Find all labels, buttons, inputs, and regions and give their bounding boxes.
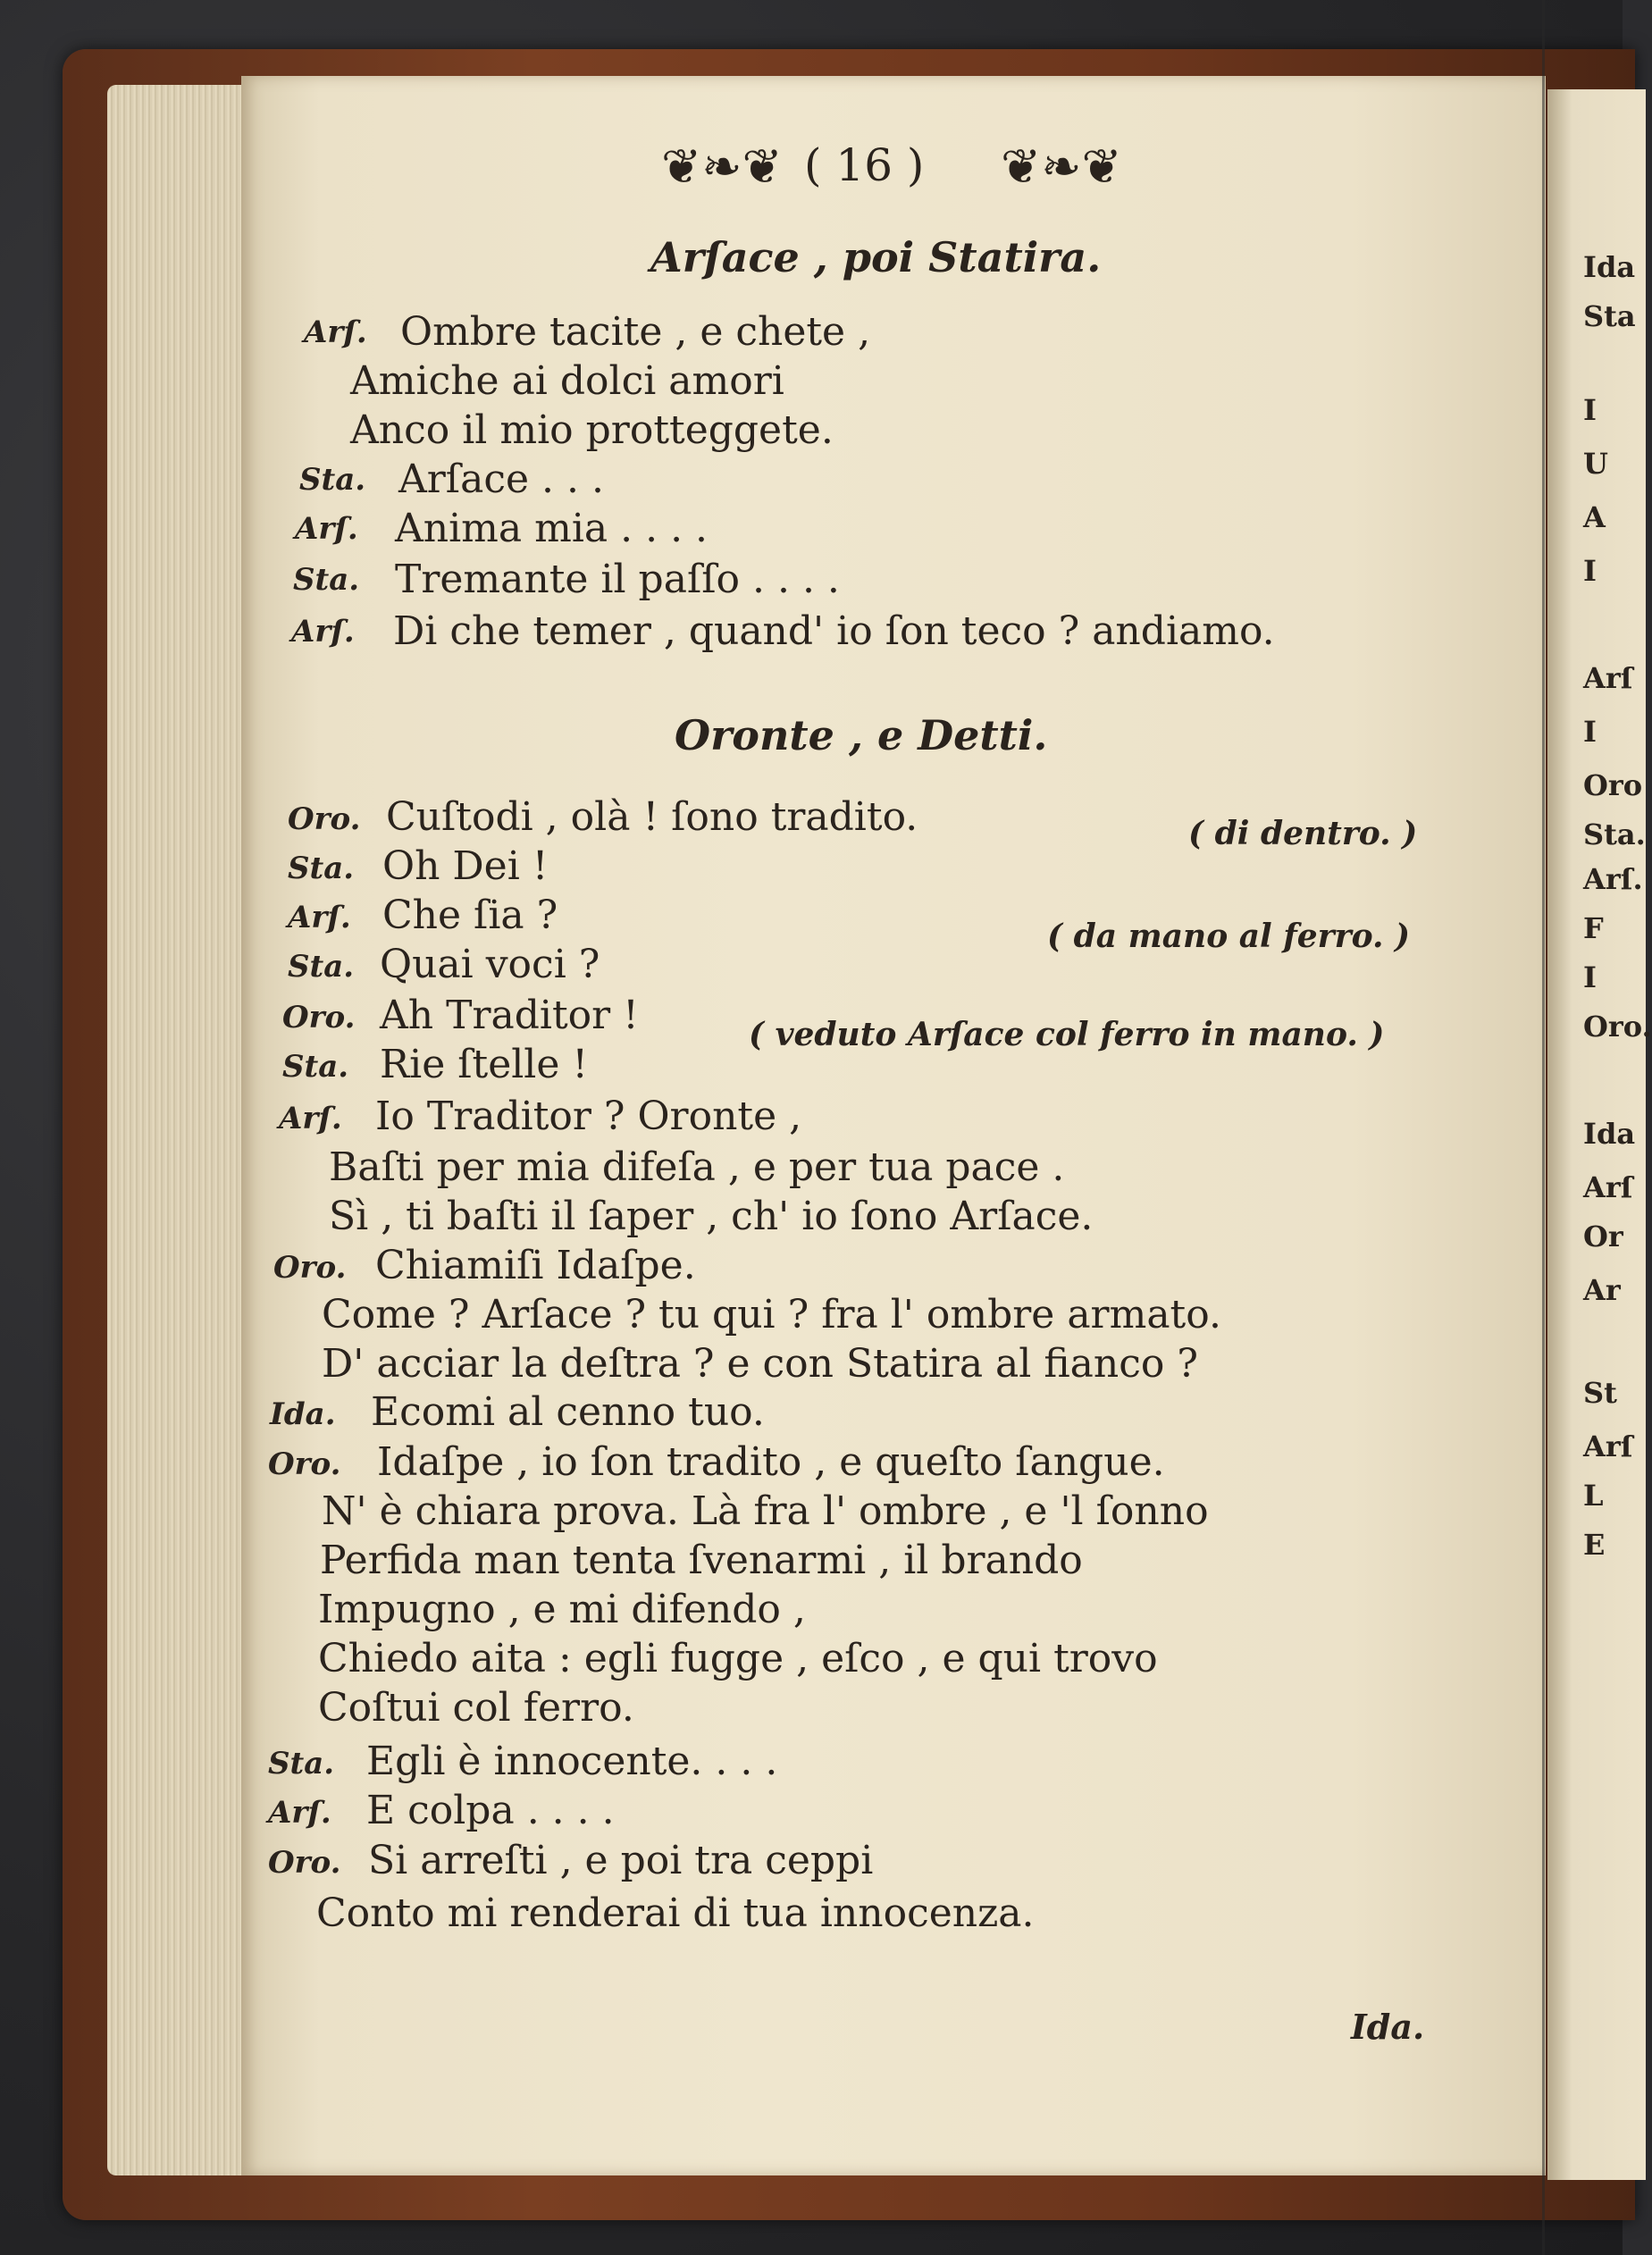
speaker-label: Oro. <box>268 1845 341 1881</box>
verse-line: E colpa . . . . <box>366 1788 615 1833</box>
speaker-label: Sta. <box>282 1049 349 1085</box>
facing-fragment: Ar <box>1583 1273 1621 1307</box>
verse-line: Sì , ti baſti il ſaper , ch' io ſono Arſace. <box>329 1194 1094 1239</box>
facing-fragment: I <box>1583 715 1597 749</box>
facing-fragment: I <box>1583 393 1597 427</box>
stage-direction: ( di dentro. ) <box>1188 815 1418 852</box>
verse-line: Io Traditor ? Oronte , <box>375 1094 802 1139</box>
speaker-label: Arſ. <box>295 511 358 547</box>
speaker-label: Sta. <box>268 1746 335 1781</box>
verse-line: Che ſia ? <box>382 893 558 938</box>
speaker-label: Arſ. <box>288 900 351 935</box>
verse-line: Cuſtodi , olà ! ſono tradito. <box>386 794 918 840</box>
speaker-label: Sta. <box>299 462 366 498</box>
verse-line: Chiedo aita : egli fugge , eſco , e qui trovo <box>318 1636 1158 1681</box>
verse-line: Conto mi renderai di tua innocenza. <box>316 1890 1035 1936</box>
facing-fragment: Sta. <box>1583 817 1646 851</box>
verse-line: Idaſpe , io ſon tradito , e queſto ſangue. <box>377 1439 1165 1485</box>
scene-heading: Arſace , poi Statira. <box>650 233 1102 281</box>
verse-line: Anco il mio protteggete. <box>350 407 834 453</box>
speaker-label: Oro. <box>268 1446 341 1482</box>
speaker-label: Oro. <box>288 801 361 837</box>
facing-fragment: Arſ. <box>1583 862 1643 896</box>
verse-line: Ecomi al cenno tuo. <box>371 1389 765 1435</box>
facing-fragment: U <box>1583 447 1608 481</box>
page-number: ( 16 ) <box>804 139 925 191</box>
speaker-label: Sta. <box>288 851 355 886</box>
facing-fragment: Oro. <box>1583 1010 1652 1044</box>
catchword: Ida. <box>1351 2007 1425 2047</box>
speaker-label: Arſ. <box>279 1101 342 1136</box>
verse-line: Impugno , e mi difendo , <box>318 1587 806 1632</box>
verse-line: Baſti per mia difeſa , e per tua pace . <box>329 1144 1065 1190</box>
facing-fragment: F <box>1583 911 1604 945</box>
speaker-label: Sta. <box>293 562 360 598</box>
facing-fragment: I <box>1583 554 1597 588</box>
verse-line: Coſtui col ferro. <box>318 1685 634 1731</box>
speaker-label: Oro. <box>273 1250 347 1286</box>
speaker-label: Sta. <box>288 949 355 985</box>
verse-line: Quai voci ? <box>380 942 600 987</box>
verse-line: Egli è innocente. . . . <box>366 1739 778 1784</box>
facing-fragment: I <box>1583 960 1597 994</box>
ornament-right: ❦❧❦ <box>1001 138 1122 195</box>
scene-heading: Oronte , e Detti. <box>675 711 1048 759</box>
verse-line: Ah Traditor ! <box>380 993 639 1038</box>
verse-line: Ombre tacite , e chete , <box>400 309 871 355</box>
facing-fragment: Arſ <box>1583 1170 1633 1204</box>
speaker-label: Arſ. <box>304 314 367 350</box>
speaker-label: Arſ. <box>268 1795 331 1831</box>
verse-line: Perfida man tenta ſvenarmi , il brando <box>320 1538 1083 1583</box>
verse-line: Chiamiſi Idaſpe. <box>375 1243 696 1288</box>
facing-fragment: Ida <box>1583 1117 1636 1151</box>
verse-line: Oh Dei ! <box>382 843 549 889</box>
verse-line: Anima mia . . . . <box>395 506 709 551</box>
facing-fragment: A <box>1583 500 1606 534</box>
facing-fragment: E <box>1583 1528 1606 1562</box>
facing-fragment: Ida <box>1583 250 1636 284</box>
facing-fragment: Arſ <box>1583 661 1633 695</box>
scan-divider <box>1542 0 1545 2255</box>
facing-fragment: Or <box>1583 1220 1623 1253</box>
verse-line: Amiche ai dolci amori <box>350 358 784 404</box>
page-edges <box>107 85 250 2175</box>
verse-line: Arſace . . . <box>398 457 604 502</box>
facing-fragment: Arſ <box>1583 1429 1633 1463</box>
speaker-label: Oro. <box>282 1000 356 1035</box>
verse-line: D' acciar la deſtra ? e con Statira al fianco ? <box>322 1341 1198 1387</box>
stage-direction: ( da mano al ferro. ) <box>1047 918 1411 955</box>
speaker-label: Ida. <box>270 1396 336 1432</box>
verse-line: Di che temer , quand' io ſon teco ? andiamo. <box>393 608 1275 654</box>
verse-line: Tremante il paſſo . . . . <box>395 557 840 602</box>
verse-line: Si arreſti , e poi tra ceppi <box>368 1838 874 1883</box>
stage-direction: ( veduto Arſace col ferro in mano. ) <box>749 1016 1385 1053</box>
speaker-label: Arſ. <box>291 614 355 650</box>
facing-fragment: L <box>1583 1479 1604 1513</box>
verse-line: Rie ſtelle ! <box>380 1042 589 1087</box>
verse-line: Come ? Arſace ? tu qui ? fra l' ombre armato. <box>322 1292 1221 1337</box>
facing-fragment: Oro <box>1583 768 1643 802</box>
facing-fragment: Sta <box>1583 299 1636 333</box>
facing-fragment: St <box>1583 1376 1617 1410</box>
verse-line: N' è chiara prova. Là fra l' ombre , e 'l ſonno <box>322 1488 1209 1534</box>
facing-page <box>1547 89 1652 2180</box>
ornament-left: ❦❧❦ <box>661 138 783 195</box>
